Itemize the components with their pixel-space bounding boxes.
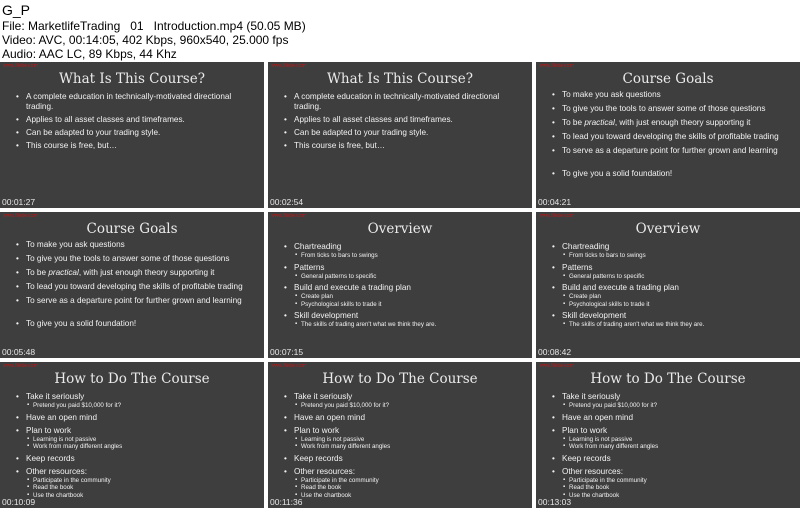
bullet-text: To give you a solid foundation! <box>26 319 137 328</box>
sub-bullet: ▪ Pretend you paid $10,000 for it? <box>26 402 260 410</box>
slide-title: What Is This Course? <box>59 71 205 87</box>
sub-bullet-list <box>294 436 528 451</box>
slide-bullet <box>552 467 796 500</box>
sub-bullet-list <box>294 293 528 308</box>
video-thumbnail[interactable] <box>268 212 532 358</box>
watermark-text: www.filebe.com <box>3 363 38 369</box>
sub-bullet: ▪ Participate in the community <box>562 477 796 485</box>
sub-bullet: ▪ The skills of trading aren't what we think they are. <box>562 321 796 329</box>
slide-bullet <box>552 242 796 260</box>
slide-bullet <box>16 282 260 292</box>
watermark-text: www.filebe.com <box>271 213 306 219</box>
sub-bullet: ▪ Work from many different angles <box>562 443 796 451</box>
slide-bullet <box>284 467 528 500</box>
bullet-text: To serve as a departure point for further grown and learning <box>26 296 242 305</box>
sub-bullet: ▪ Work from many different angles <box>26 443 260 451</box>
slide-bullet <box>16 413 260 423</box>
sub-bullet: ▪ Psychological skills to trade it <box>294 301 528 309</box>
bullet-text: Build and execute a trading plan <box>294 283 411 293</box>
bullet-text: To give you a solid foundation! <box>562 169 673 178</box>
slide-bullet <box>16 92 260 112</box>
slide-bullet-list <box>16 240 260 333</box>
bullet-text: Have an open mind <box>26 412 98 422</box>
slide-bullet-list <box>16 92 260 154</box>
slide-bullet <box>552 169 796 179</box>
slide-bullet <box>16 254 260 264</box>
audio-info: Audio: AAC LC, 89 Kbps, 44 Khz <box>2 47 177 61</box>
video-thumbnail[interactable] <box>0 212 264 358</box>
slide-bullet-list <box>284 242 528 332</box>
bullet-text: Can be adapted to your trading style. <box>294 128 429 137</box>
bullet-text: To lead you toward developing the skills of profitable trading <box>26 282 243 291</box>
slide-title: Overview <box>367 221 433 237</box>
sub-bullet-list <box>562 293 796 308</box>
sub-bullet: ▪ Use the chartbook <box>294 492 528 500</box>
watermark-text: www.filebe.com <box>271 363 306 369</box>
sub-bullet: ▪ General patterns to specific <box>562 273 796 281</box>
sub-bullet: ▪ Participate in the community <box>26 477 260 485</box>
slide-bullet <box>552 311 796 329</box>
bullet-text: Chartreading <box>294 242 342 251</box>
sub-bullet: ▪ Read the book <box>26 484 260 492</box>
header-title: G_P <box>2 2 31 18</box>
slide-bullet <box>552 283 796 308</box>
slide-bullet <box>16 141 260 151</box>
sub-bullet: ▪ Participate in the community <box>294 477 528 485</box>
slide-title: Course Goals <box>622 71 714 87</box>
slide-bullet <box>552 413 796 423</box>
bullet-text: Keep records <box>562 453 611 463</box>
slide-title: Course Goals <box>86 221 178 237</box>
slide-bullet <box>552 104 796 114</box>
bullet-text: Other resources: <box>294 466 355 476</box>
bullet-text: Applies to all asset classes and timeframes. <box>294 115 453 124</box>
sub-bullet: ▪ General patterns to specific <box>294 273 528 281</box>
sub-bullet: ▪ From ticks to bars to swings <box>294 252 528 260</box>
video-thumbnail[interactable] <box>268 362 532 508</box>
sub-bullet-list <box>294 273 528 281</box>
bullet-text: A complete education in technically-motivated directional trading. <box>294 92 500 111</box>
slide-bullet <box>552 118 796 128</box>
watermark-text: www.filebe.com <box>539 363 574 369</box>
sub-bullet-list <box>26 436 260 451</box>
bullet-text: Keep records <box>294 453 343 463</box>
slide-bullet-list <box>16 392 260 503</box>
slide-title: What Is This Course? <box>327 71 473 87</box>
slide-bullet <box>16 454 260 464</box>
slide-bullet-list <box>284 92 528 154</box>
video-thumbnail[interactable] <box>536 212 800 358</box>
slide-bullet <box>552 426 796 451</box>
slide-bullet <box>16 115 260 125</box>
slide-bullet-list <box>552 90 796 183</box>
sub-bullet-list <box>294 402 528 410</box>
timestamp: 00:01:27 <box>2 197 36 207</box>
bullet-text: Chartreading <box>562 242 610 251</box>
slide-bullet <box>552 392 796 410</box>
bullet-text: To make you ask questions <box>26 240 125 249</box>
video-thumbnail[interactable] <box>0 62 264 208</box>
slide-bullet-list <box>284 392 528 503</box>
slide-bullet-list <box>552 242 796 332</box>
watermark-text: www.filebe.com <box>539 213 574 219</box>
slide-bullet <box>284 426 528 451</box>
bullet-text: Other resources: <box>26 466 87 476</box>
bullet-text: Have an open mind <box>294 412 366 422</box>
slide-bullet <box>552 146 796 156</box>
bullet-text: Take it seriously <box>294 392 353 401</box>
sub-bullet: ▪ Create plan <box>562 293 796 301</box>
file-info: File: MarketlifeTrading 01 Introduction.mp4 (50.05 MB) <box>2 19 306 33</box>
bullet-text: Have an open mind <box>562 412 634 422</box>
sub-bullet: ▪ From ticks to bars to swings <box>562 252 796 260</box>
bullet-text: To give you the tools to answer some of those questions <box>26 254 230 263</box>
watermark-text: www.filebe.com <box>271 63 306 69</box>
timestamp: 00:10:09 <box>2 497 36 507</box>
timestamp: 00:11:36 <box>270 497 303 507</box>
slide-bullet <box>284 263 528 281</box>
slide-bullet <box>284 283 528 308</box>
bullet-text: Take it seriously <box>562 392 621 401</box>
sub-bullet: ▪ Read the book <box>294 484 528 492</box>
sub-bullet-list <box>562 402 796 410</box>
bullet-text: Take it seriously <box>26 392 85 401</box>
timestamp: 00:02:54 <box>270 197 304 207</box>
sub-bullet-list <box>562 477 796 500</box>
bullet-text: Applies to all asset classes and timeframes. <box>26 115 185 124</box>
sub-bullet: ▪ Read the book <box>562 484 796 492</box>
slide-title: Overview <box>635 221 701 237</box>
slide-bullet <box>284 92 528 112</box>
watermark-text: www.filebe.com <box>3 63 38 69</box>
slide-bullet <box>284 128 528 138</box>
bullet-text: To lead you toward developing the skills of profitable trading <box>562 132 779 141</box>
bullet-text: This course is free, but… <box>294 141 386 150</box>
video-thumbnail[interactable] <box>536 62 800 208</box>
sub-bullet-list <box>294 321 528 329</box>
slide-bullet <box>16 296 260 306</box>
slide-bullet <box>284 311 528 329</box>
video-thumbnail[interactable] <box>0 362 264 508</box>
slide-bullet <box>284 454 528 464</box>
bullet-text: Plan to work <box>294 425 340 435</box>
slide-bullet <box>16 392 260 410</box>
timestamp: 00:07:15 <box>270 347 304 357</box>
slide-title: How to Do The Course <box>322 371 478 387</box>
bullet-text: To be practical, with just enough theory supporting it <box>562 118 751 127</box>
sub-bullet: ▪ Pretend you paid $10,000 for it? <box>294 402 528 410</box>
bullet-text: Other resources: <box>562 466 623 476</box>
slide-bullet <box>16 426 260 451</box>
sub-bullet: ▪ Learning is not passive <box>562 436 796 444</box>
sub-bullet-list <box>294 477 528 500</box>
timestamp: 00:05:48 <box>2 347 36 357</box>
timestamp: 00:04:21 <box>538 197 572 207</box>
slide-bullet <box>552 454 796 464</box>
slide-bullet <box>284 115 528 125</box>
bullet-text: Plan to work <box>562 425 608 435</box>
sub-bullet: ▪ Psychological skills to trade it <box>562 301 796 309</box>
slide-bullet <box>284 242 528 260</box>
slide-bullet-list <box>552 392 796 503</box>
bullet-text: Plan to work <box>26 425 72 435</box>
video-info: Video: AVC, 00:14:05, 402 Kbps, 960x540, 25.000 fps <box>2 33 289 47</box>
sub-bullet: ▪ Learning is not passive <box>294 436 528 444</box>
video-thumbnail[interactable] <box>268 62 532 208</box>
bullet-text: To make you ask questions <box>562 90 661 99</box>
bullet-text: Patterns <box>294 262 325 272</box>
sub-bullet: ▪ Use the chartbook <box>26 492 260 500</box>
bullet-text: Patterns <box>562 262 593 272</box>
sub-bullet-list <box>294 252 528 260</box>
slide-bullet <box>552 263 796 281</box>
bullet-text: To serve as a departure point for further grown and learning <box>562 146 778 155</box>
sub-bullet-list <box>562 321 796 329</box>
slide-bullet <box>16 319 260 329</box>
timestamp: 00:13:03 <box>538 497 572 507</box>
bullet-text: Skill development <box>294 311 359 321</box>
bullet-text: Skill development <box>562 311 627 321</box>
slide-bullet <box>284 392 528 410</box>
slide-bullet <box>284 413 528 423</box>
sub-bullet: ▪ The skills of trading aren't what we think they are. <box>294 321 528 329</box>
slide-bullet <box>16 467 260 500</box>
bullet-text: This course is free, but… <box>26 141 118 150</box>
bullet-text: Can be adapted to your trading style. <box>26 128 161 137</box>
bullet-text: To be practical, with just enough theory supporting it <box>26 268 215 277</box>
slide-bullet <box>16 268 260 278</box>
timestamp: 00:08:42 <box>538 347 572 357</box>
slide-bullet <box>552 132 796 142</box>
slide-bullet <box>552 90 796 100</box>
sub-bullet-list <box>562 436 796 451</box>
watermark-text: www.filebe.com <box>3 213 38 219</box>
slide-title: How to Do The Course <box>590 371 746 387</box>
sub-bullet-list <box>562 252 796 260</box>
slide-bullet <box>16 240 260 250</box>
sub-bullet: ▪ Use the chartbook <box>562 492 796 500</box>
media-info-header <box>0 0 800 60</box>
bullet-text: Build and execute a trading plan <box>562 283 679 293</box>
bullet-text: Keep records <box>26 453 75 463</box>
slide-bullet <box>284 141 528 151</box>
sub-bullet: ▪ Work from many different angles <box>294 443 528 451</box>
slide-title: How to Do The Course <box>54 371 210 387</box>
sub-bullet: ▪ Create plan <box>294 293 528 301</box>
sub-bullet: ▪ Pretend you paid $10,000 for it? <box>562 402 796 410</box>
sub-bullet: ▪ Learning is not passive <box>26 436 260 444</box>
bullet-text: To give you the tools to answer some of those questions <box>562 104 766 113</box>
bullet-text: A complete education in technically-motivated directional trading. <box>26 92 232 111</box>
video-thumbnail[interactable] <box>536 362 800 508</box>
sub-bullet-list <box>562 273 796 281</box>
sub-bullet-list <box>26 477 260 500</box>
watermark-text: www.filebe.com <box>539 63 574 69</box>
slide-bullet <box>16 128 260 138</box>
sub-bullet-list <box>26 402 260 410</box>
